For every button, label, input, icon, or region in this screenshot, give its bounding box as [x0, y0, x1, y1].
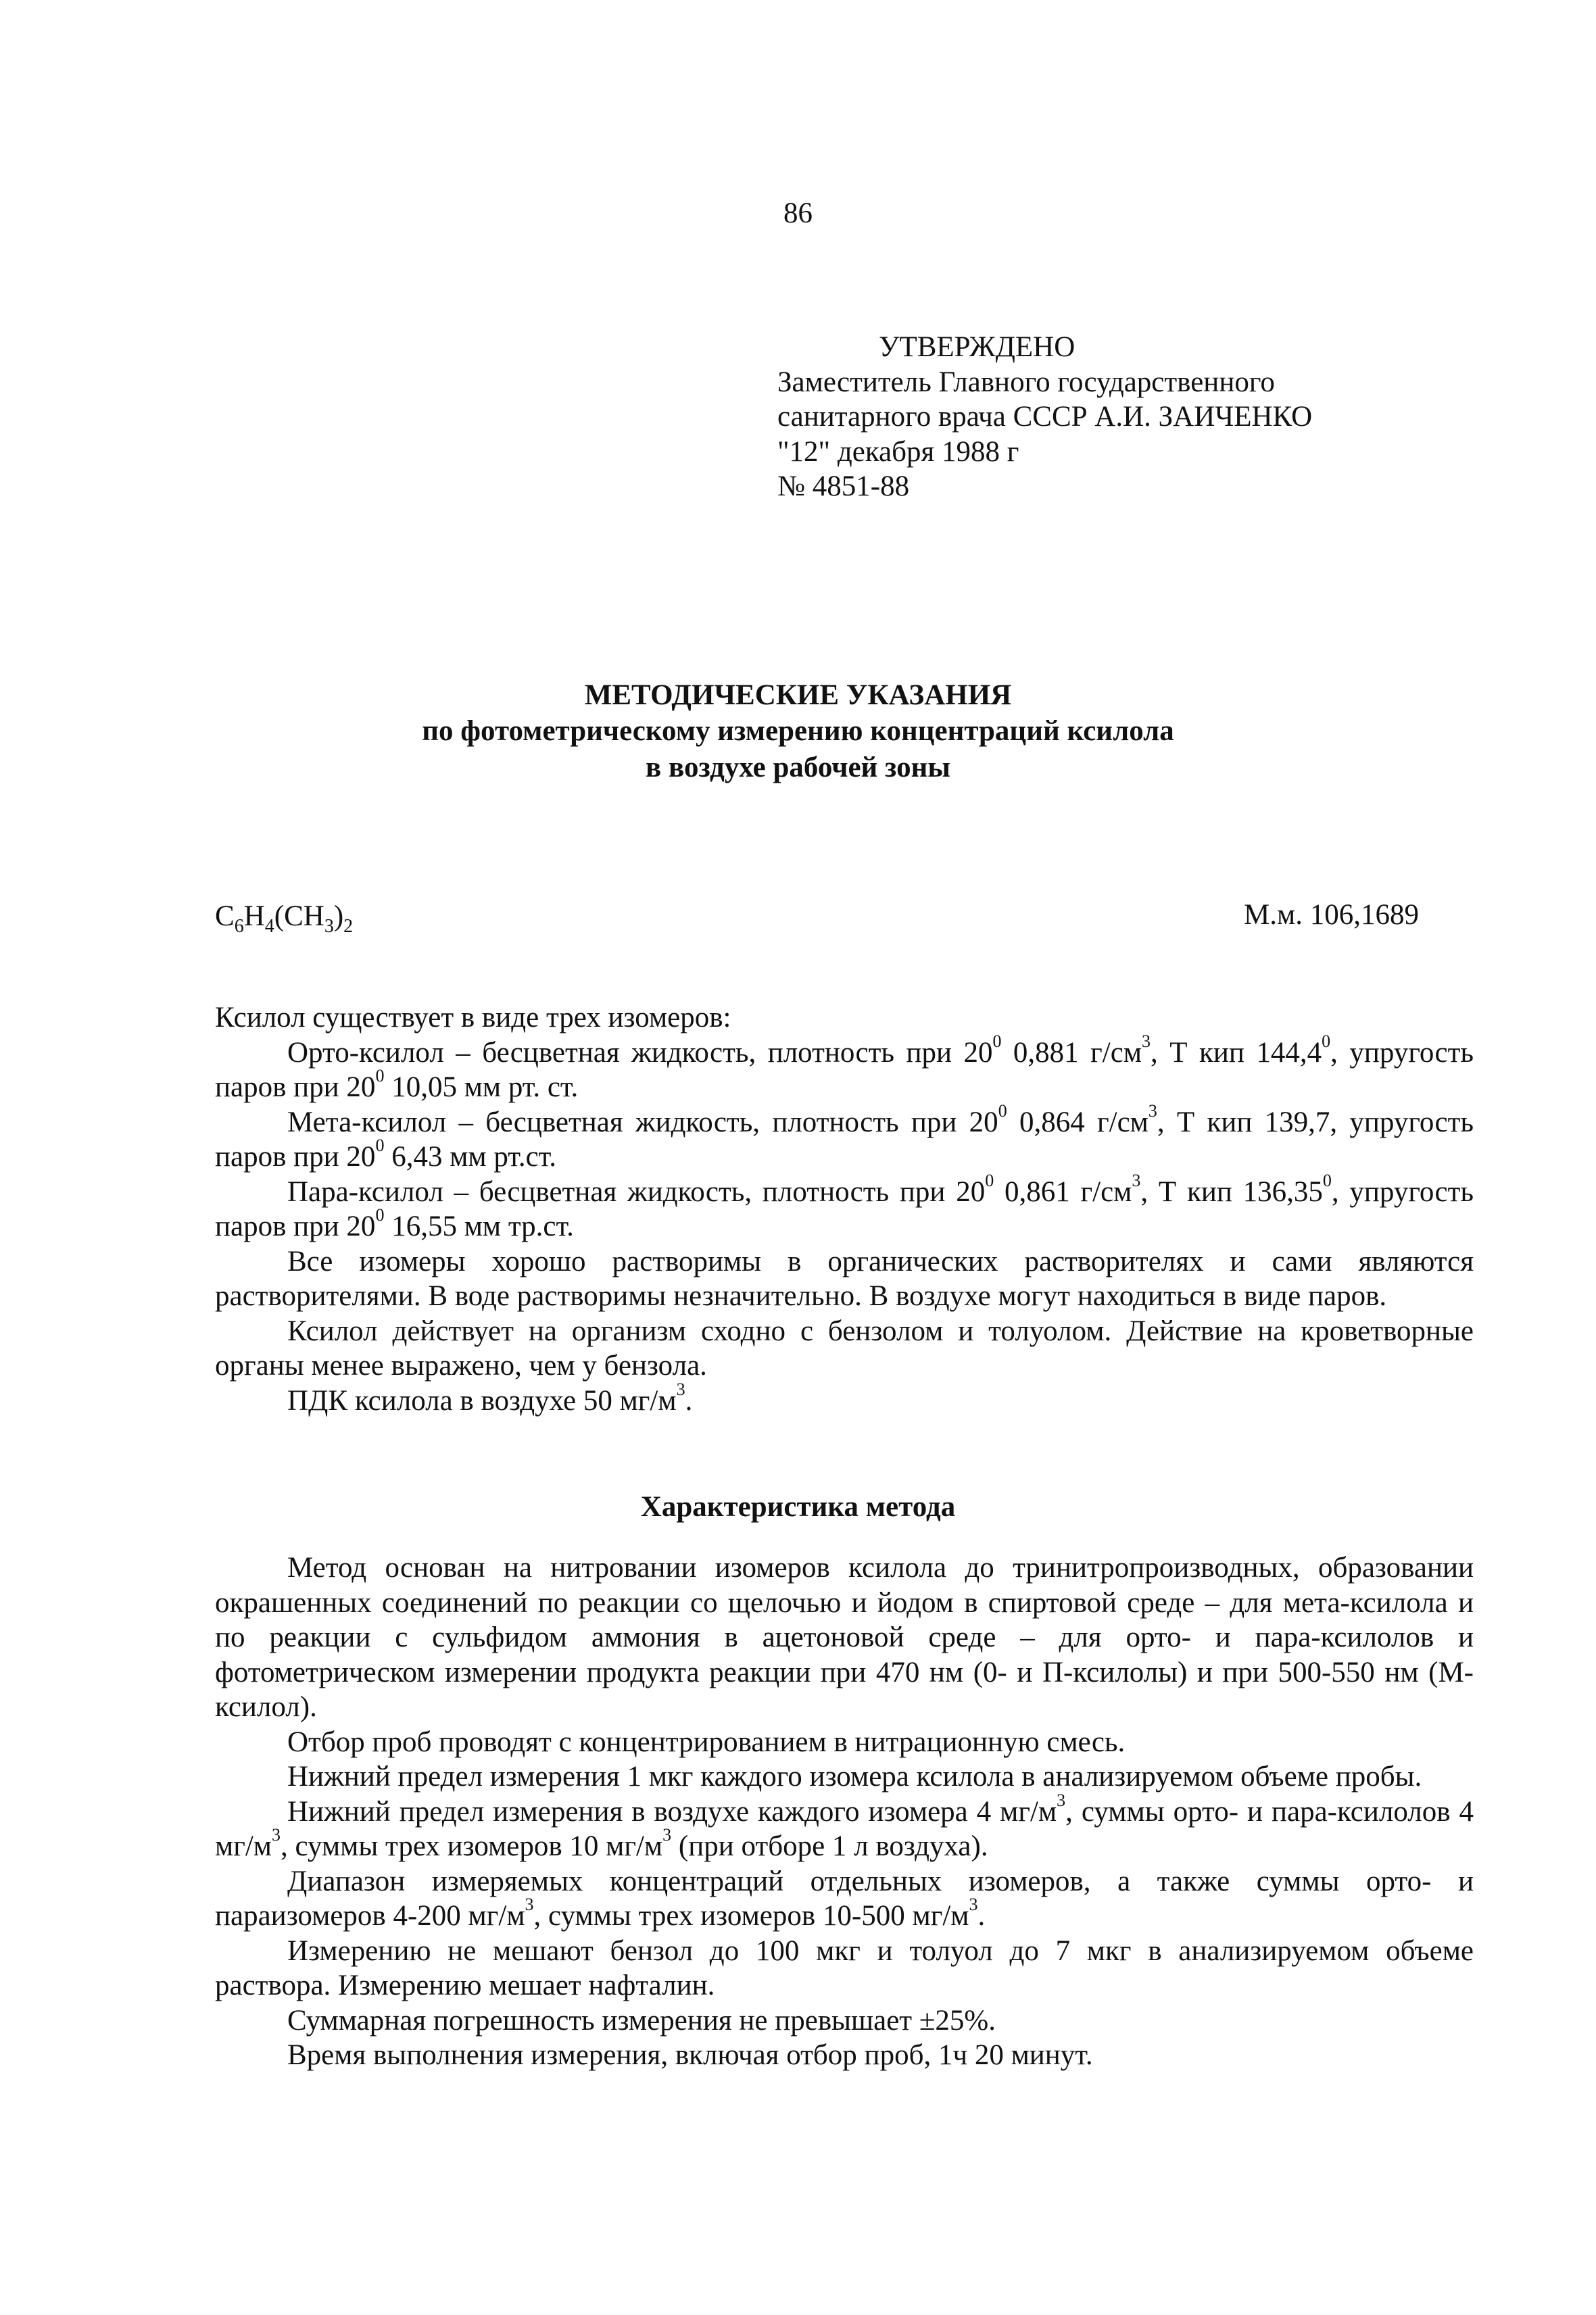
approval-position-line2: санитарного врача СССР А.И. ЗАИЧЕНКО	[777, 401, 1313, 433]
approval-number: № 4851-88	[777, 470, 910, 502]
method-air-limit-line2: $мг/м^3$, суммы трех изомеров 10 $мг/м^3$ (при отборе 1 л воздуха).	[215, 1825, 988, 1862]
intro-solubility-line2: растворителями. В воде растворимы незначительно. В воздухе могут находиться в виде паров.	[215, 1280, 1387, 1312]
intro-line-1: Ксилол существует в виде трех изомеров:	[215, 1002, 731, 1033]
method-error: Суммарная погрешность измерения не превышает ±25%.	[287, 2004, 996, 2037]
chemical-formula: $C_6H_4(CH_3)_2$	[215, 900, 354, 937]
approval-block	[777, 330, 1312, 504]
method-line-1: Метод основан на нитровании изомеров ксилола до тринитропроизводных, образовании	[287, 1552, 1474, 1584]
method-range-line1: Диапазон измеряемых концентраций отдельных изомеров, а также суммы орто- и	[287, 1865, 1474, 1897]
approval-title: УТВЕРЖДЕНО	[879, 331, 1075, 363]
intro-ortho-vapor: паров при $20^0$ 10,05 мм рт. ст.	[215, 1066, 579, 1103]
section-title: Характеристика метода	[640, 1491, 956, 1523]
document-title: МЕТОДИЧЕСКИЕ УКАЗАНИЯ	[584, 679, 1012, 711]
document-subtitle-line1: по фотометрическому измерению концентраций ксилола	[422, 715, 1174, 747]
intro-meta-line: Мета-ксилол – бесцветная жидкость, плотность при $20^0$ 0,864 $г/см^3$, Т кип 139,7, упругость	[287, 1100, 1474, 1138]
page-number: 86	[783, 197, 813, 229]
method-range-line2: параизомеров 4-200 $мг/м^3$, суммы трех изомеров 10-500 $мг/м^3$.	[215, 1895, 986, 1932]
method-interference-line2: раствора. Измерению мешает нафталин.	[215, 1970, 715, 2001]
intro-ortho-line: Орто-ксилол – бесцветная жидкость, плотность при $20^0$ 0,881 $г/см^3$, Т кип 144,4$^0$, упругость	[287, 1031, 1474, 1069]
intro-section	[215, 1000, 1474, 1418]
approval-date: "12" декабря 1988 г	[777, 435, 1019, 468]
intro-meta-vapor: паров при $20^0$ 6,43 мм рт.ст.	[215, 1136, 556, 1173]
method-air-limit-line1: Нижний предел измерения в воздухе каждого изомера 4 $мг/м^3$, суммы орто- и пара-ксилолов 4	[287, 1790, 1474, 1828]
method-section	[215, 1551, 1474, 2073]
molecular-mass: М.м. 106,1689	[1244, 899, 1419, 931]
document-subtitle-line2: в воздухе рабочей зоны	[646, 752, 950, 783]
method-line-3: по реакции с сульфидом аммония в ацетоновой среде – для орто- и пара-ксилолов и	[215, 1622, 1474, 1653]
method-line-4: фотометрическом измерении продукта реакции при 470 нм (0- и П-ксилолы) и при 500-550 нм (М-	[215, 1656, 1474, 1688]
method-lower-limit: Нижний предел измерения 1 мкг каждого изомера ксилола в анализируемом объеме пробы.	[287, 1761, 1422, 1793]
method-line-5: ксилол).	[215, 1691, 317, 1723]
method-duration: Время выполнения измерения, включая отбор проб, 1ч 20 минут.	[287, 2039, 1093, 2071]
intro-pdk-line: ПДК ксилола в воздухе 50 $мг/м^3$.	[287, 1379, 693, 1417]
intro-solubility-line1: Все изомеры хорошо растворимы в органических растворителях и сами являются	[287, 1245, 1474, 1277]
intro-para-vapor: паров при $20^0$ 16,55 мм тр.ст.	[215, 1205, 574, 1242]
approval-position-line1: Заместитель Главного государственного	[777, 366, 1275, 398]
intro-para-line: Пара-ксилол – бесцветная жидкость, плотность при $20^0$ 0,861 $г/см^3$, Т кип 136,35$^0$, упругость	[287, 1170, 1474, 1208]
intro-effect-line1: Ксилол действует на организм сходно с бензолом и толуолом. Действие на кроветворные	[287, 1315, 1474, 1347]
method-sampling: Отбор проб проводят с концентрированием в нитрационную смесь.	[287, 1726, 1126, 1758]
method-interference-line1: Измерению не мешают бензол до 100 мкг и толуол до 7 мкг в анализируемом объеме	[287, 1934, 1474, 1967]
method-line-2: окрашенных соединений по реакции со щелочью и йодом в спиртовой среде – для мета-ксилола и	[215, 1586, 1474, 1619]
intro-effect-line2: органы менее выражено, чем у бензола.	[215, 1350, 707, 1382]
